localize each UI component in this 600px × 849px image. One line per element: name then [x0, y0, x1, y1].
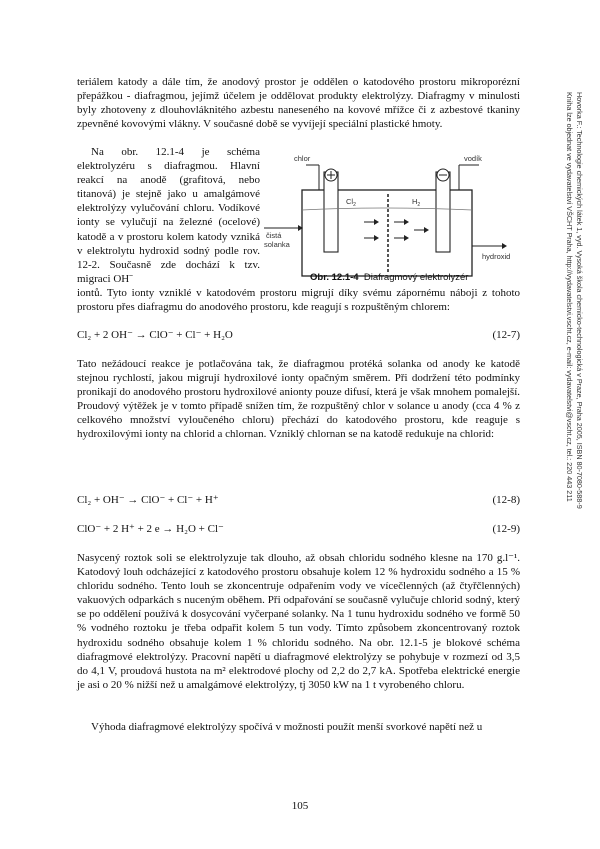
equation-number: (12-9) — [492, 523, 520, 535]
caption-text: Diafragmový elektrolyzér — [363, 272, 469, 283]
side-note — [566, 92, 594, 756]
equation-formula: Cl₂ + 2 OH⁻ → ClO⁻ + Cl⁻ + H₂O — [77, 329, 233, 341]
equation-number: (12-8) — [492, 494, 520, 506]
paragraph-5: Výhoda diafragmové elektrolýzy spočívá v možnosti použít menší svorkové napětí než u — [91, 721, 483, 733]
paragraph-2-wrapped: Na obr. 12.1-4 je schéma elektrolyzéru s diafragmou. Hlavní reakcí na anodě (grafitová, nebo titanová) je stejně jako u amalgámové elektrolýzy vylučování chloru. Vodíkové ionty se vylučují na železné (ocelové) katodě a v prostoru kolem katody vzniká v elektrolytu hydroxid sodný podle rov. 12-2. Současně zde dochází k tzv. migraci OH⎯ — [77, 146, 260, 285]
figure-caption — [310, 271, 468, 285]
paragraph-4: Nasycený roztok soli se elektrolyzuje tak dlouho, až obsah chloridu sodného klesne na 170 g.l⁻¹. Katodový louh odcházející z katodového prostoru obsahuje kolem 12 % hydroxidu sodného a 15 % chloridu sodného. Tento louh se zkoncentruje odpařením vody ve vícečlenných (až čtyřčlenných) vakuových odparkách s nuceným oběhem. Při odpařování se současně vylučuje chlorid sodný, který se po oddělení používá k dosycování vyčerpané solanky. Na 1 tunu hydroxidu sodného ve formě 50 % vodného roztoku je třeba odpařit kolem 5 tun vody. Tímto způsobem zkoncentrovaný roztok hydroxidu sodného obsahuje kolem 1 % chloridu sodného. Na obr. 12.1-5 je blokové schéma diafragmové elektrolýzy. Pracovní napětí u diafragmové elektrolýzy se pohybuje v rozmezí od 3,5 do 4,1 V, proudová hustota na m² elektrodové plochy od 2,2 do 2,7 kA. Spotřeba elektrické energie je asi o 20 % nižší než u amalgámové elektrolýzy, tj 3050 kW na 1 t vyrobeného chloru. — [77, 552, 520, 691]
label-cl2: $Cl_2$ — [346, 197, 356, 208]
equation-12-8 — [77, 493, 520, 509]
label-chlor: chlor — [294, 154, 311, 163]
paragraph-3: Tato nežádoucí reakce je potlačována tak, že diafragmou protéká solanka od anody ke katodě stejnou rychlostí, jakou migrují hydroxilové ionty opačným směrem. Při dodržení této podmínky pronikají do anodového prostoru hydroxilové anionty pouze difusí, která je však mnohem pomalejší. Proudový výtěžek je v tomto případě snížen tím, že rozpuštěný chlor v solance u anody (cca 4 % z celkového množství vyloučeného chloru) přechází do katodového prostoru, kde reaguje s hydroxilovými ionty na chlorid a chlornan. Vzniklý chlornan se na katodě redukuje na chlorid: — [77, 358, 520, 441]
label-h2: $H_2$ — [412, 197, 421, 208]
side-note-line2: Kniha lze objednat ve vydavatelství VŠCHT Praha, http://vydavatelstvi.vscht.cz, e-mail: vydavatelstvi@vscht.cz, tel.: 220 443 211 — [565, 92, 574, 502]
paragraph-2-continued: iontů. Tyto ionty vzniklé v katodovém prostoru migrují díky svému zápornému náboji z tohoto prostoru přes diafragmu do anodového prostoru, kde reagují s rozpuštěným chlorem: — [77, 287, 520, 314]
page-number: 105 — [291, 800, 309, 812]
electrolyzer-figure — [264, 150, 524, 284]
equation-formula: ClO⁻ + 2 H⁺ + 2 e → H₂O + Cl⁻ — [77, 523, 224, 535]
label-ciste: čistá — [266, 231, 282, 240]
equation-12-9 — [77, 522, 520, 538]
equation-formula: Cl₂ + OH⁻ → ClO⁻ + Cl⁻ + H⁺ — [77, 494, 219, 506]
label-solanka: solanka — [264, 240, 290, 249]
side-note-line1: Hovorka F.: Technologie chemických látek 1, vyd. Vysoká škola chemicko-technologická v Praze, Praha 2005, ISBN 80-7080-588-9 — [575, 92, 584, 509]
label-vodik: vodík — [464, 154, 482, 163]
label-hydroxid: hydroxid — [482, 252, 511, 261]
equation-number: (12-7) — [492, 329, 520, 341]
paragraph-2-text: Na obr. 12.1-4 je schéma elektrolyzéru s diafragmou. Hlavní reakcí na anodě (grafitová, nebo titanová) je stejně jako u amalgámové elektrolýzy vylučování chloru. Vodíkové ionty se vylučují na železné (ocelové) katodě a v prostoru kolem katody vzniká v elektrolytu hydroxid sodný podle rov. 12-2. Současně zde dochází k tzv. migraci OH — [77, 146, 260, 285]
caption-number: Obr. 12.1-4 — [310, 272, 359, 283]
paragraph-1: teriálem katody a dále tím, že anodový prostor je oddělen o katodového prostoru mikroporézní přepážkou - diafragmou, jejímž účelem je oddělovat produkty elektrolýzy. Diafragmy v minulosti byly zhotoveny z dlouhovláknitého azbestu naneseného na kovové mřížce či z azbestové tkaniny zpevněné kovovými vlákny. V současné době se vyvíjejí speciální plastické hmoty. — [77, 76, 520, 131]
equation-12-7 — [77, 328, 520, 344]
